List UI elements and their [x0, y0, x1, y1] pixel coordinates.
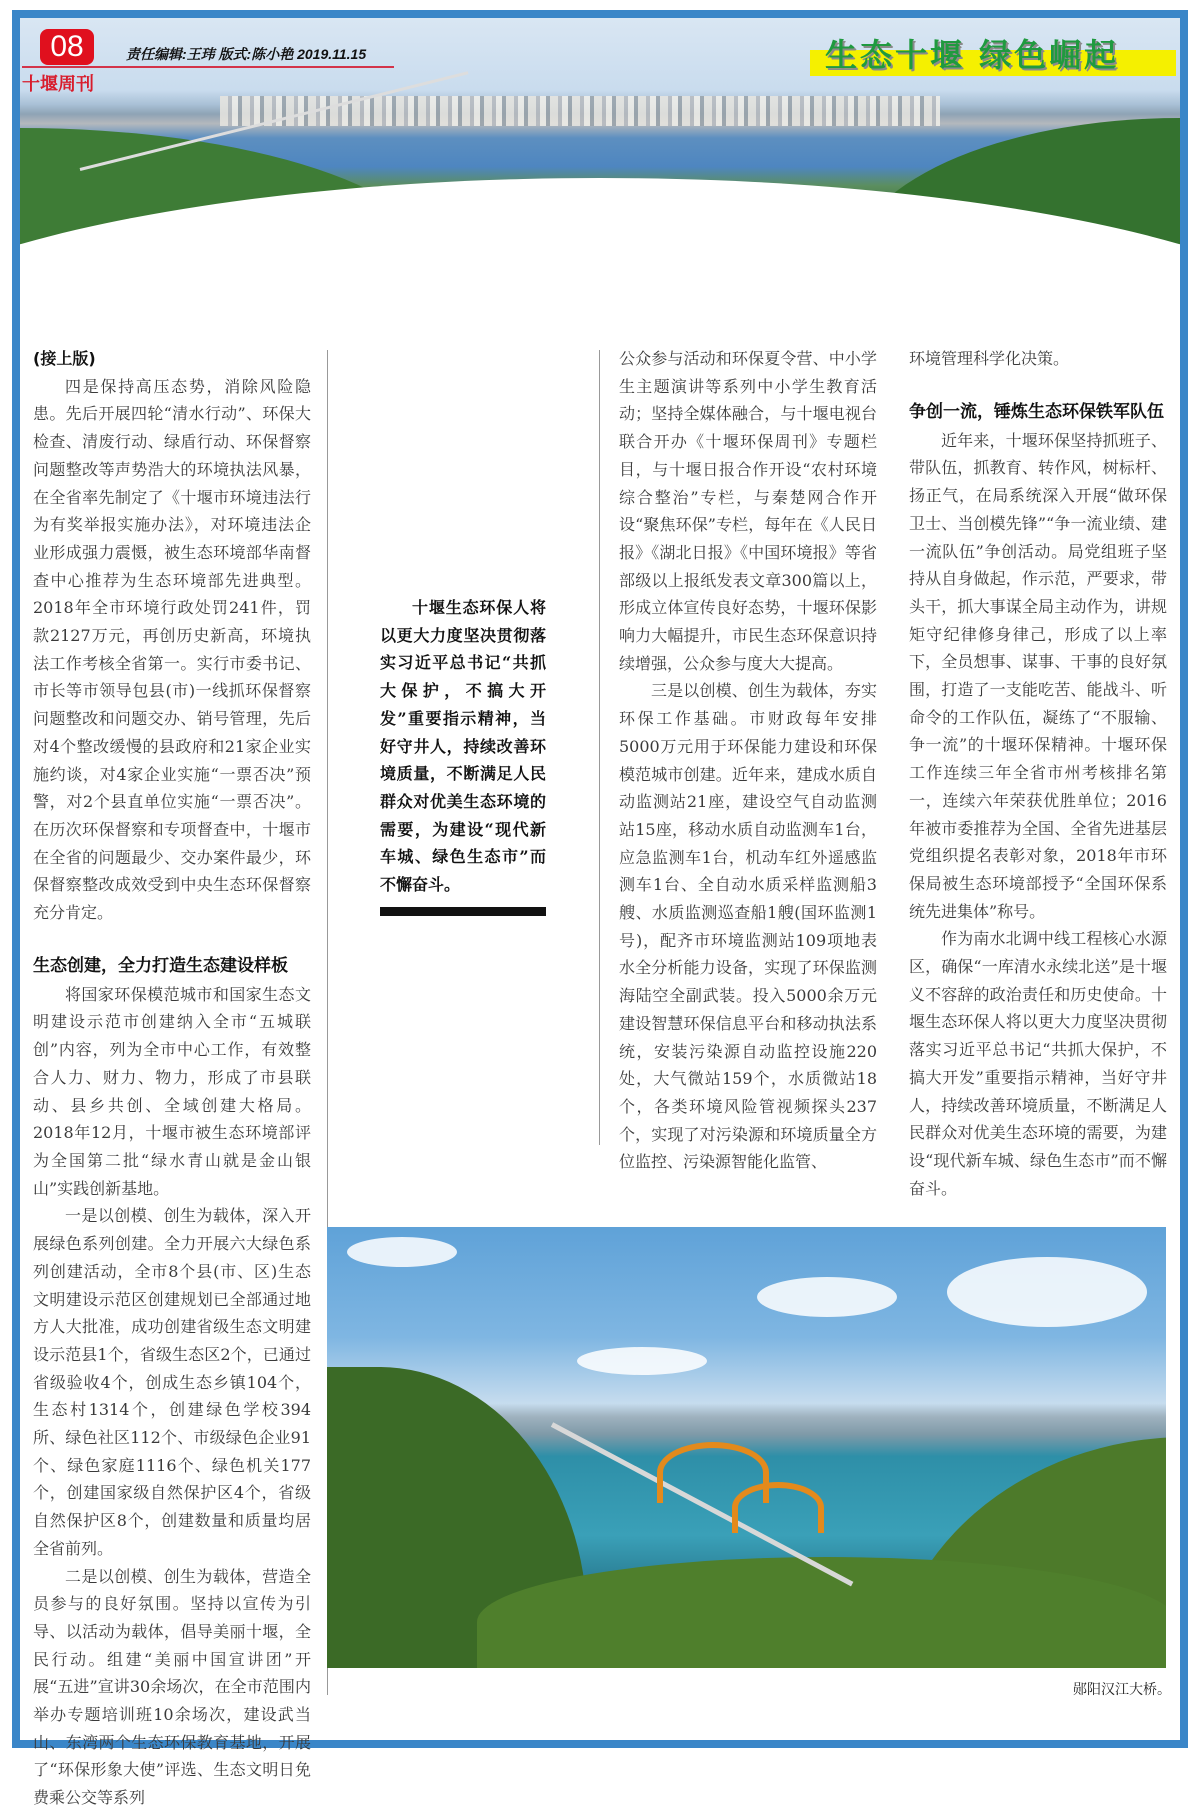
- cloud: [757, 1277, 897, 1317]
- cloud: [947, 1257, 1147, 1327]
- article-column-1: [33, 345, 311, 1812]
- city-skyline: [220, 96, 940, 126]
- paragraph: 公众参与活动和环保夏令营、中小学生主题演讲等系列中小学生教育活动；坚持全媒体融合，与十堰电视台联合开办《十堰环保周刊》专题栏目，与十堰日报合作开设“农村环境综合整治”专栏，与秦楚网合作开设“聚焦环保”专栏，每年在《人民日报》《湖北日报》《中国环境报》等省部级以上报纸发表文章300篇以上，形成立体宣传良好态势，十堰环保影响力大幅提升，市民生态环保意识持续增强，公众参与度大大提高。: [619, 349, 877, 673]
- paragraph: 四是保持高压态势，消除风险隐患。先后开展四轮“清水行动”、环保大检查、清废行动、绿盾行动、环保督察问题整改等声势浩大的环境执法风暴，在全省率先制定了《十堰市环境违法行为有奖举报实施办法》，对环境违法企业形成强力震慑，被生态环境部华南督查中心推荐为生态环境部先进典型。2018年全市环境行政处罚241件，罚款2127万元，再创历史新高，环境执法工作考核全省第一。实行市委书记、市长等市领导包县(市)一线抓环保督察问题整改和问题交办、销号管理，先后对4个整改缓慢的县政府和21家企业实施约谈，对4家企业实施“一票否决”预警，对2个县直单位实施“一票否决”。在历次环保督察和专项督查中，十堰市在全省的问题最少、交办案件最少，环保督察整改成效受到中央生态环保督察充分肯定。: [33, 376, 311, 923]
- photo-caption: 郧阳汉江大桥。: [1073, 1682, 1171, 1698]
- paper-name: 十堰周刊: [22, 74, 94, 95]
- bridge-photo: [327, 1227, 1166, 1668]
- editor-line: 责任编辑:王玮 版式:陈小艳 2019.11.15: [126, 46, 367, 62]
- article-column-4: [909, 345, 1167, 1202]
- cloud: [347, 1237, 457, 1267]
- paragraph: 将国家环保模范城市和国家生态文明建设示范市创建纳入全市“五城联创”内容，列为全市中心工作，有效整合人力、财力、物力，形成了市县联动、县乡共创、全域创建大格局。2018年12月，十堰市被生态环境部评为全国第二批“绿水青山就是金山银山”实践创新基地。: [33, 984, 311, 1198]
- paragraph: 环境管理科学化决策。: [909, 349, 1070, 368]
- pull-quote-text: 十堰生态环保人将以更大力度坚决贯彻落实习近平总书记“共抓大保护，不搞大开发”重要指示精神，当好守井人，持续改善环境质量，不断满足人民群众对优美生态环境的需要，为建设“现代新车城、绿色生态市”而不懈奋斗。: [380, 598, 546, 895]
- cloud: [577, 1347, 707, 1375]
- section-heading: 争创一流，锤炼生态环保铁军队伍: [909, 401, 1164, 422]
- continued-label: (接上版): [33, 349, 96, 368]
- pull-quote-bar: [380, 907, 546, 916]
- paragraph: 作为南水北调中线工程核心水源区，确保“一库清水永续北送”是十堰义不容辞的政治责任和历史使命。十堰生态环保人将以更大力度坚决贯彻落实习近平总书记“共抓大保护，不搞大开发”重要指示精神，当好守井人，持续改善环境质量，不断满足人民群众对优美生态环境的需要，为建设“现代新车城、绿色生态市”而不懈奋斗。: [909, 929, 1167, 1198]
- paragraph: 一是以创模、创生为载体，深入开展绿色系列创建。全力开展六大绿色系列创建活动，全市8个县(市、区)生态文明建设示范区创建规划已全部通过地方人大批准，成功创建省级生态文明建设示范县1个，省级生态区2个，已通过省级验收4个，创成生态乡镇104个，生态村1314个，创建绿色学校394所、绿色社区112个、市级绿色企业91个、绿色家庭1116个、绿色机关177个，创建国家级自然保护区4个，省级自然保护区8个，创建数量和质量均居全省前列。: [33, 1206, 311, 1558]
- paragraph: 三是以创模、创生为载体，夯实环保工作基础。市财政每年安排5000万元用于环保能力建设和环保模范城市创建。近年来，建成水质自动监测站21座，建设空气自动监测站15座，移动水质自动监测车1台，应急监测车1台，机动车红外遥感监测车1台、全自动水质采样监测船3艘、水质监测巡查船1艘(国环监测1号)，配齐市环境监测站109项地表水全分析能力设备，实现了环保监测海陆空全副武装。投入5000余万元建设智慧环保信息平台和移动执法系统，安装污染源自动监控设施220处，大气微站159个，水质微站18个，各类环境风险管视频探头237个，实现了对污染源和环境质量全方位监控、污染源智能化监管、: [619, 681, 877, 1172]
- pull-quote: [380, 594, 546, 916]
- column-divider: [599, 350, 600, 1145]
- header-rule: [22, 66, 394, 68]
- bridge-arch: [732, 1482, 824, 1533]
- paragraph: 近年来，十堰环保坚持抓班子、带队伍，抓教育、转作风，树标杆、扬正气，在局系统深入开展“做环保卫士、当创模先锋”“争一流业绩、建一流队伍”争创活动。局党组班子坚持从自身做起，作示范，严要求，带头干，抓大事谋全局主动作为，讲规矩守纪律修身律己，形成了以上率下，全员想事、谋事、干事的良好氛围，打造了一支能吃苦、能战斗、听命令的工作队伍，凝练了“不服输、争一流”的十堰环保精神。十堰环保工作连续三年全省市州考核排名第一，连续六年荣获优胜单位；2016年被市委推荐为全国、全省先进基层党组织提名表彰对象，2018年市环保局被生态环境部授予“全国环保系统先进集体”称号。: [909, 430, 1167, 921]
- article-column-3: [619, 345, 877, 1176]
- section-heading: 生态创建，全力打造生态建设样板: [33, 955, 288, 976]
- paragraph: 二是以创模、创生为载体，营造全员参与的良好氛围。坚持以宣传为引导、以活动为载体，倡导美丽十堰，全民行动。组建“美丽中国宣讲团”开展“五进”宣讲30余场次，在全市范围内举办专题培训班10余场次，建设武当山、东湾两个生态环保教育基地，开展了“环保形象大使”评选、生态文明日免费乘公交等系列: [33, 1566, 311, 1808]
- page-number: 08: [40, 29, 94, 65]
- page-slogan: 生态十堰 绿色崛起: [825, 36, 1120, 74]
